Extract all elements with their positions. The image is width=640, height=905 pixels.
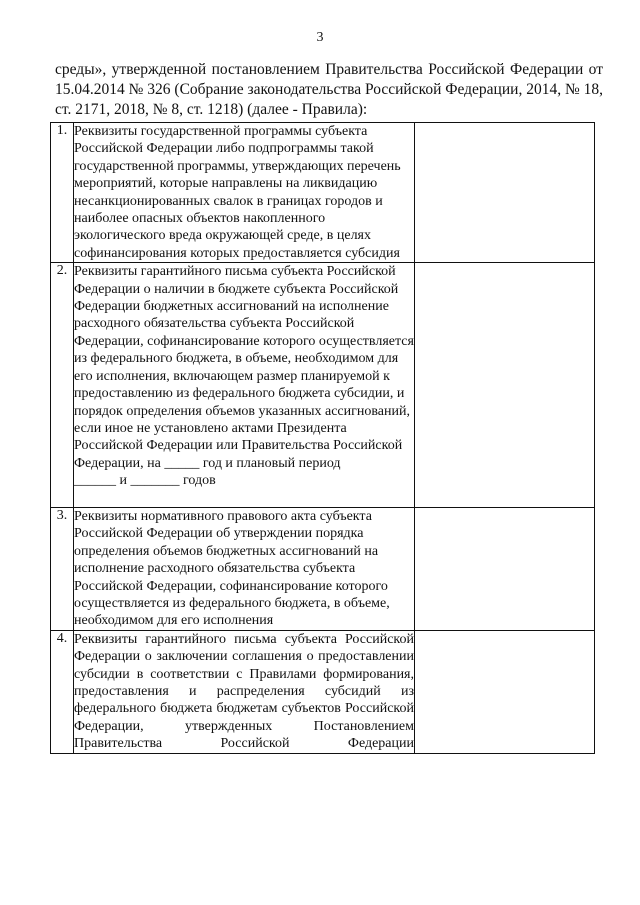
row-description: Реквизиты гарантийного письма субъекта Российской Федерации о заключении соглашения о предоставлении субсидии в соответствии с Правилами формирования, предоставления и распределения субсидий из федерального бюджета бюджетам субъектов Российской Федерации, утвержденных Постановлением Правительства Российской Федерации [74,631,414,752]
row-value-cell [415,123,595,263]
row-number: 1. [51,123,74,263]
row-description: Реквизиты государственной программы субъекта Российской Федерации либо подпрограммы такой государственной программы, утверждающих перечень мероприятий, которые направлены на ликвидацию несанкционированных свалок в границах городов и наиболее опасных объектов накопленного экологического вреда окружающей среде, в целях софинансирования которых предоставляется субсидия [74,123,415,263]
table-row [51,123,595,263]
row-value-cell [415,507,595,630]
row-number: 2. [51,263,74,508]
table-row [51,630,595,753]
row-value-cell [415,263,595,508]
table-row [51,263,595,508]
row-description: Реквизиты гарантийного письма субъекта Российской Федерации о наличии в бюджете субъекта Российской Федерации бюджетных ассигнований на исполнение расходного обязательства субъекта Российской Федерации, софинансирование которого осуществляется из федерального бюджета, в объеме, необходимом для его исполнения, включающем размер планируемой к предоставлению из федерального бюджета субсидии, и порядок определения объемов указанных ассигнований, если иное не установлено актами Президента Российской Федерации или Правительства Российской Федерации, на _____ год и плановый период ______ и _______ годов [74,263,415,508]
row-number: 3. [51,507,74,630]
requisites-table [50,122,595,754]
row-description: Реквизиты нормативного правового акта субъекта Российской Федерации об утверждении порядка определения объемов бюджетных ассигнований на исполнение расходного обязательства субъекта Российской Федерации, софинансирование которого осуществляется из федерального бюджета, в объеме, необходимом для его исполнения [74,507,415,630]
intro-paragraph: среды», утвержденной постановлением Правительства Российской Федерации от 15.04.2014 № 326 (Собрание законодательства Российской Федерации, 2014, № 18, ст. 2171, 2018, № 8, ст. 1218) (далее - Правила): [55,61,603,118]
row-value-cell [415,630,595,753]
table-row [51,507,595,630]
row-number: 4. [51,630,74,753]
page-number: 3 [316,30,324,45]
